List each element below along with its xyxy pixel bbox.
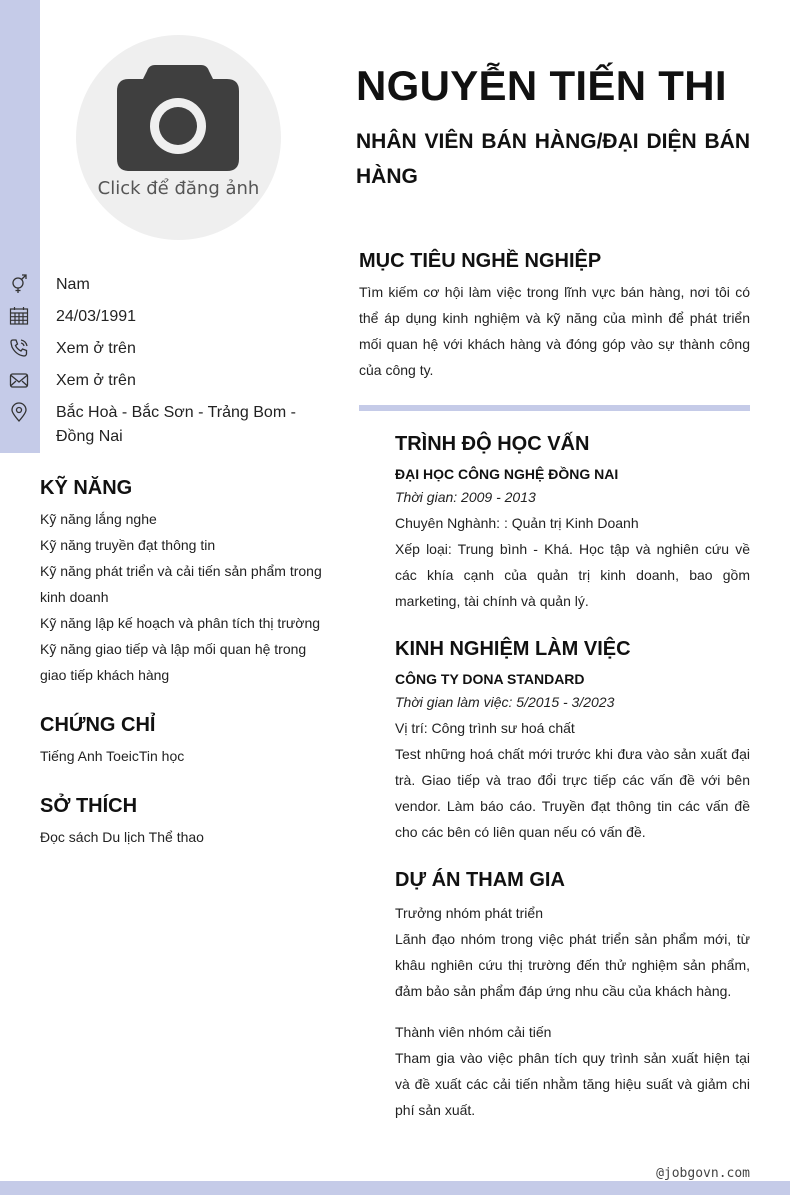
- info-gender: Nam: [0, 268, 330, 300]
- company-name: CÔNG TY DONA STANDARD: [395, 671, 585, 687]
- experience-title: KINH NGHIỆM LÀM VIỆC: [395, 638, 631, 660]
- projects-title: DỰ ÁN THAM GIA: [395, 869, 565, 891]
- objective-section: [359, 250, 750, 383]
- hobbies-text: Đọc sách Du lịch Thể thao: [40, 829, 204, 845]
- section-divider: [359, 405, 750, 411]
- phone-icon: [9, 338, 29, 358]
- experience-section: [395, 638, 750, 845]
- project-role: Trưởng nhóm phát triển: [395, 905, 543, 921]
- gender-icon: [9, 274, 29, 294]
- school-name: ĐẠI HỌC CÔNG NGHỆ ĐỒNG NAI: [395, 466, 619, 482]
- personal-info: [0, 268, 330, 445]
- experience-position: Vị trí: Công trình sư hoá chất: [395, 720, 575, 736]
- skill-item: Kỹ năng lập kế hoạch và phân tích thị trường: [40, 615, 321, 631]
- skill-item: Kỹ năng lắng nghe: [40, 511, 157, 527]
- info-email: Xem ở trên: [0, 364, 330, 396]
- project-item: [395, 1019, 750, 1123]
- certificates-title: CHỨNG CHỈ: [40, 714, 156, 736]
- project-role: Thành viên nhóm cải tiến: [395, 1024, 552, 1040]
- camera-icon: [117, 65, 239, 171]
- calendar-icon: [9, 306, 29, 326]
- objective-text: Tìm kiếm cơ hội làm việc trong lĩnh vực bán hàng, nơi tôi có thể áp dụng kinh nghiệm và kỹ năng của mình để phát triển mối quan hệ với khách hàng và đóng góp vào sự thành công của công ty.: [359, 284, 750, 378]
- skills-section: [40, 477, 330, 688]
- candidate-role: NHÂN VIÊN BÁN HÀNG/ĐẠI DIỆN BÁN HÀNG: [356, 130, 750, 188]
- info-birthday: 24/03/1991: [0, 300, 330, 332]
- experience-period: Thời gian làm việc: 5/2015 - 3/2023: [395, 694, 615, 710]
- certificates-text: Tiếng Anh ToeicTin học: [40, 748, 185, 764]
- objective-title: MỤC TIÊU NGHỀ NGHIỆP: [359, 250, 602, 272]
- skill-item: Kỹ năng truyền đạt thông tin: [40, 537, 216, 553]
- project-details: Lãnh đạo nhóm trong việc phát triển sản phẩm mới, từ khâu nghiên cứu thị trường đến thử nghiệm sản phẩm, đảm bảo sản phẩm đáp ứng nhu cầu của khách hàng.: [395, 931, 750, 999]
- certificates-section: [40, 714, 330, 769]
- experience-details: Test những hoá chất mới trước khi đưa vào sản xuất đại trà. Giao tiếp và trao đổi trực tiếp các vấn đề với bên vendor. Làm báo cáo. Truyền đạt thông tin các vấn đề cho các bên có liên quan nếu có vấn đề.: [395, 746, 750, 840]
- hobbies-title: SỞ THÍCH: [40, 795, 138, 817]
- photo-caption: Click để đăng ảnh: [97, 178, 260, 199]
- location-icon: [9, 402, 29, 422]
- education-period: Thời gian: 2009 - 2013: [395, 489, 536, 505]
- education-section: [395, 433, 750, 614]
- email-icon: [9, 370, 29, 390]
- hobbies-section: [40, 795, 330, 850]
- bottom-accent-strip: [0, 1181, 790, 1195]
- photo-upload[interactable]: [76, 35, 281, 240]
- watermark: @jobgovn.com: [656, 1166, 750, 1181]
- project-details: Tham gia vào việc phân tích quy trình sản xuất hiện tại và đề xuất các cải tiến nhằm tăng hiệu suất và giảm chi phí sản xuất.: [395, 1050, 750, 1118]
- education-details: Xếp loại: Trung bình - Khá. Học tập và nghiên cứu về các khía cạnh của quản trị kinh doanh, bao gồm marketing, tài chính và quản lý.: [395, 541, 750, 609]
- info-phone: Xem ở trên: [0, 332, 330, 364]
- education-major: Chuyên Nghành: : Quản trị Kinh Doanh: [395, 515, 639, 531]
- project-item: [395, 900, 750, 1004]
- projects-section: [395, 869, 750, 1123]
- candidate-name: NGUYỄN TIẾN THI: [356, 62, 727, 109]
- skills-title: KỸ NĂNG: [40, 477, 133, 499]
- skill-item: Kỹ năng giao tiếp và lập mối quan hệ trong giao tiếp khách hàng: [40, 641, 307, 683]
- info-address: Bắc Hoà - Bắc Sơn - Trảng Bom - Đồng Nai: [0, 396, 330, 428]
- education-title: TRÌNH ĐỘ HỌC VẤN: [395, 433, 590, 455]
- skill-item: Kỹ năng phát triển và cải tiến sản phẩm trong kinh doanh: [40, 563, 322, 605]
